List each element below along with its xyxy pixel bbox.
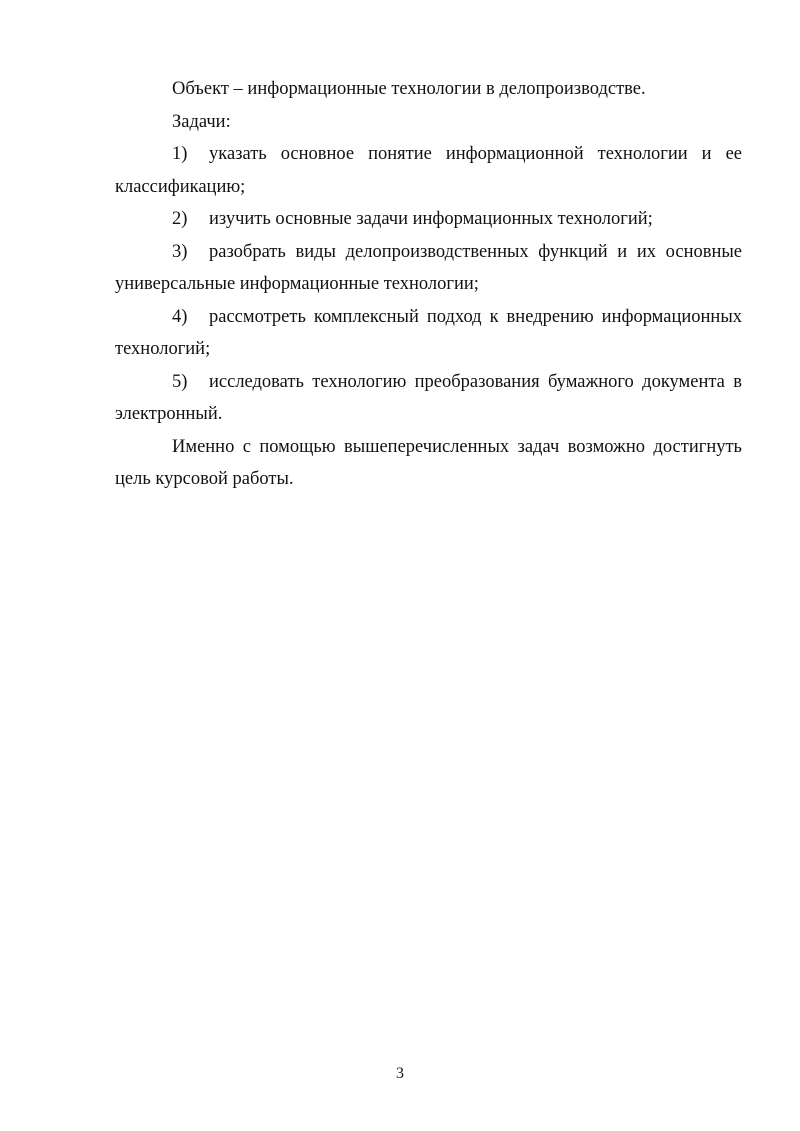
- task-item: [115, 203, 742, 236]
- tasks-heading: Задачи:: [172, 111, 231, 132]
- task-item: [115, 138, 742, 203]
- conclusion-paragraph: Именно с помощью вышеперечисленных задач возможно достигнуть цель курсовой работы.: [115, 436, 742, 489]
- task-text: исследовать технологию преобразования бумажного документа в электронный.: [115, 371, 742, 424]
- task-text: изучить основные задачи информационных технологий;: [209, 209, 653, 229]
- task-text: рассмотреть комплексный подход к внедрению информационных технологий;: [115, 306, 742, 359]
- task-number: 1): [172, 144, 188, 164]
- document-body: [115, 73, 742, 496]
- task-text: указать основное понятие информационной технологии и ее классификацию;: [115, 144, 742, 197]
- page-number: 3: [396, 1065, 404, 1082]
- task-item: [115, 301, 742, 366]
- task-number: 3): [172, 241, 188, 262]
- task-number: 2): [172, 209, 188, 229]
- task-item: [115, 366, 742, 431]
- task-item: [115, 236, 742, 301]
- task-text: разобрать виды делопроизводственных функций и их основные универсальные информационные технологии;: [115, 241, 742, 294]
- task-number: 4): [172, 306, 188, 327]
- task-number: 5): [172, 371, 188, 392]
- object-paragraph: Объект – информационные технологии в делопроизводстве.: [172, 79, 646, 99]
